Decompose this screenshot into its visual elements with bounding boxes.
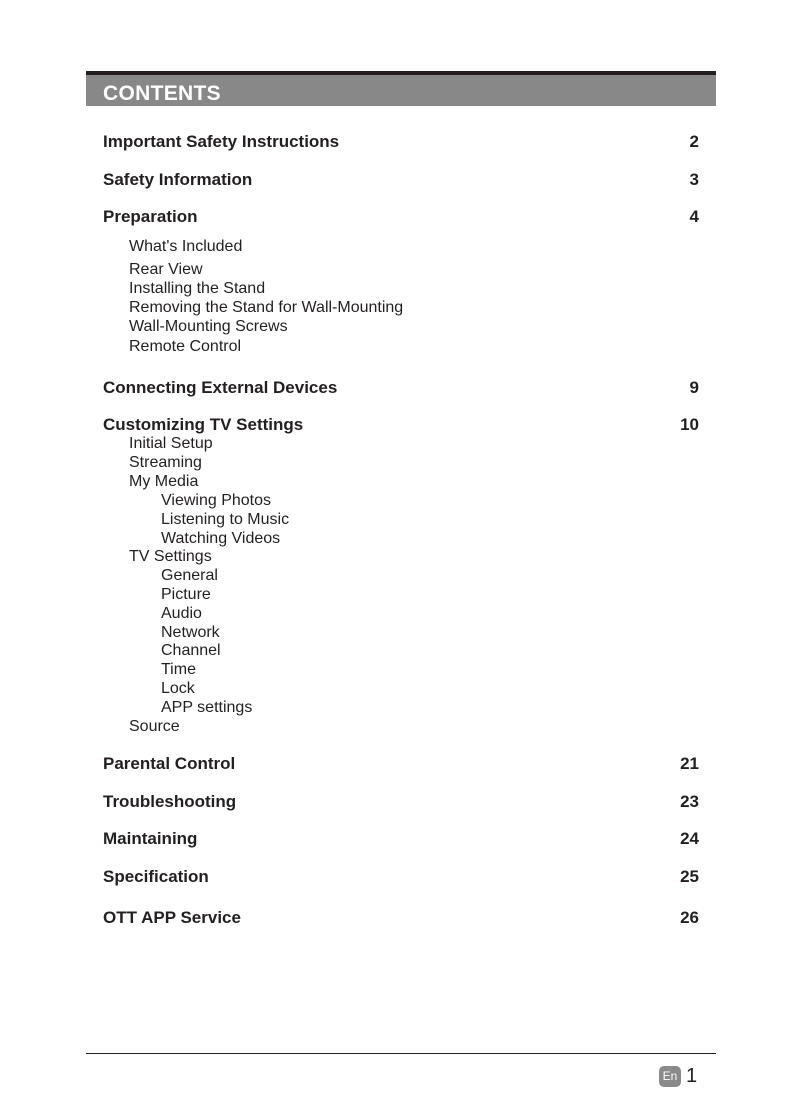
toc-page-safety-instructions: 2 [689, 132, 699, 151]
toc-subentry: Installing the Stand [129, 280, 266, 297]
toc-subentry: Streaming [129, 454, 202, 471]
toc-page-parental: 21 [680, 754, 699, 773]
toc-subsubentry: Lock [161, 680, 195, 697]
toc-entry-maintaining: Maintaining [103, 829, 198, 848]
toc-page-ott: 26 [680, 908, 699, 927]
toc-entry-safety-instructions: Important Safety Instructions [103, 132, 340, 151]
toc-entry-preparation: Preparation [103, 207, 198, 226]
toc-entry-parental: Parental Control [103, 754, 236, 773]
toc-page-connecting: 9 [689, 378, 699, 397]
toc-entry-ott: OTT APP Service [103, 908, 241, 927]
toc-subentry: TV Settings [129, 548, 212, 565]
toc-subsubentry: Channel [161, 642, 221, 659]
toc-subentry: Source [129, 718, 180, 735]
toc-subsubentry: Viewing Photos [161, 492, 271, 509]
page-title: CONTENTS [103, 82, 221, 105]
toc-page-specification: 25 [680, 867, 699, 886]
toc-subentry: What's Included [129, 238, 243, 255]
footer-rule [86, 1053, 716, 1054]
toc-entry-safety-information: Safety Information [103, 170, 253, 189]
toc-subsubentry: Picture [161, 586, 211, 603]
toc-subsubentry: Network [161, 624, 220, 641]
toc-page-safety-information: 3 [689, 170, 699, 189]
toc-entry-specification: Specification [103, 867, 209, 886]
language-badge: En [659, 1066, 681, 1087]
toc-entry-troubleshooting: Troubleshooting [103, 792, 237, 811]
toc-subentry: Rear View [129, 261, 203, 278]
toc-page-maintaining: 24 [680, 829, 699, 848]
toc-page-troubleshooting: 23 [680, 792, 699, 811]
toc-entry-connecting: Connecting External Devices [103, 378, 338, 397]
toc-subsubentry: Audio [161, 605, 202, 622]
toc-page-customizing: 10 [680, 415, 699, 434]
toc-subentry: Wall-Mounting Screws [129, 318, 288, 335]
toc-subsubentry: Time [161, 661, 196, 678]
toc-subsubentry: Listening to Music [161, 511, 290, 528]
page-number: 1 [686, 1065, 698, 1087]
toc-subsubentry: General [161, 567, 218, 584]
toc-page-preparation: 4 [689, 207, 699, 226]
toc-subentry: Initial Setup [129, 435, 213, 452]
toc-subentry: Removing the Stand for Wall-Mounting [129, 299, 404, 316]
toc-subentry: Remote Control [129, 338, 242, 355]
toc-subsubentry: APP settings [161, 699, 253, 716]
toc-subsubentry: Watching Videos [161, 530, 281, 547]
toc-entry-customizing: Customizing TV Settings [103, 415, 304, 434]
toc-subentry: My Media [129, 473, 199, 490]
